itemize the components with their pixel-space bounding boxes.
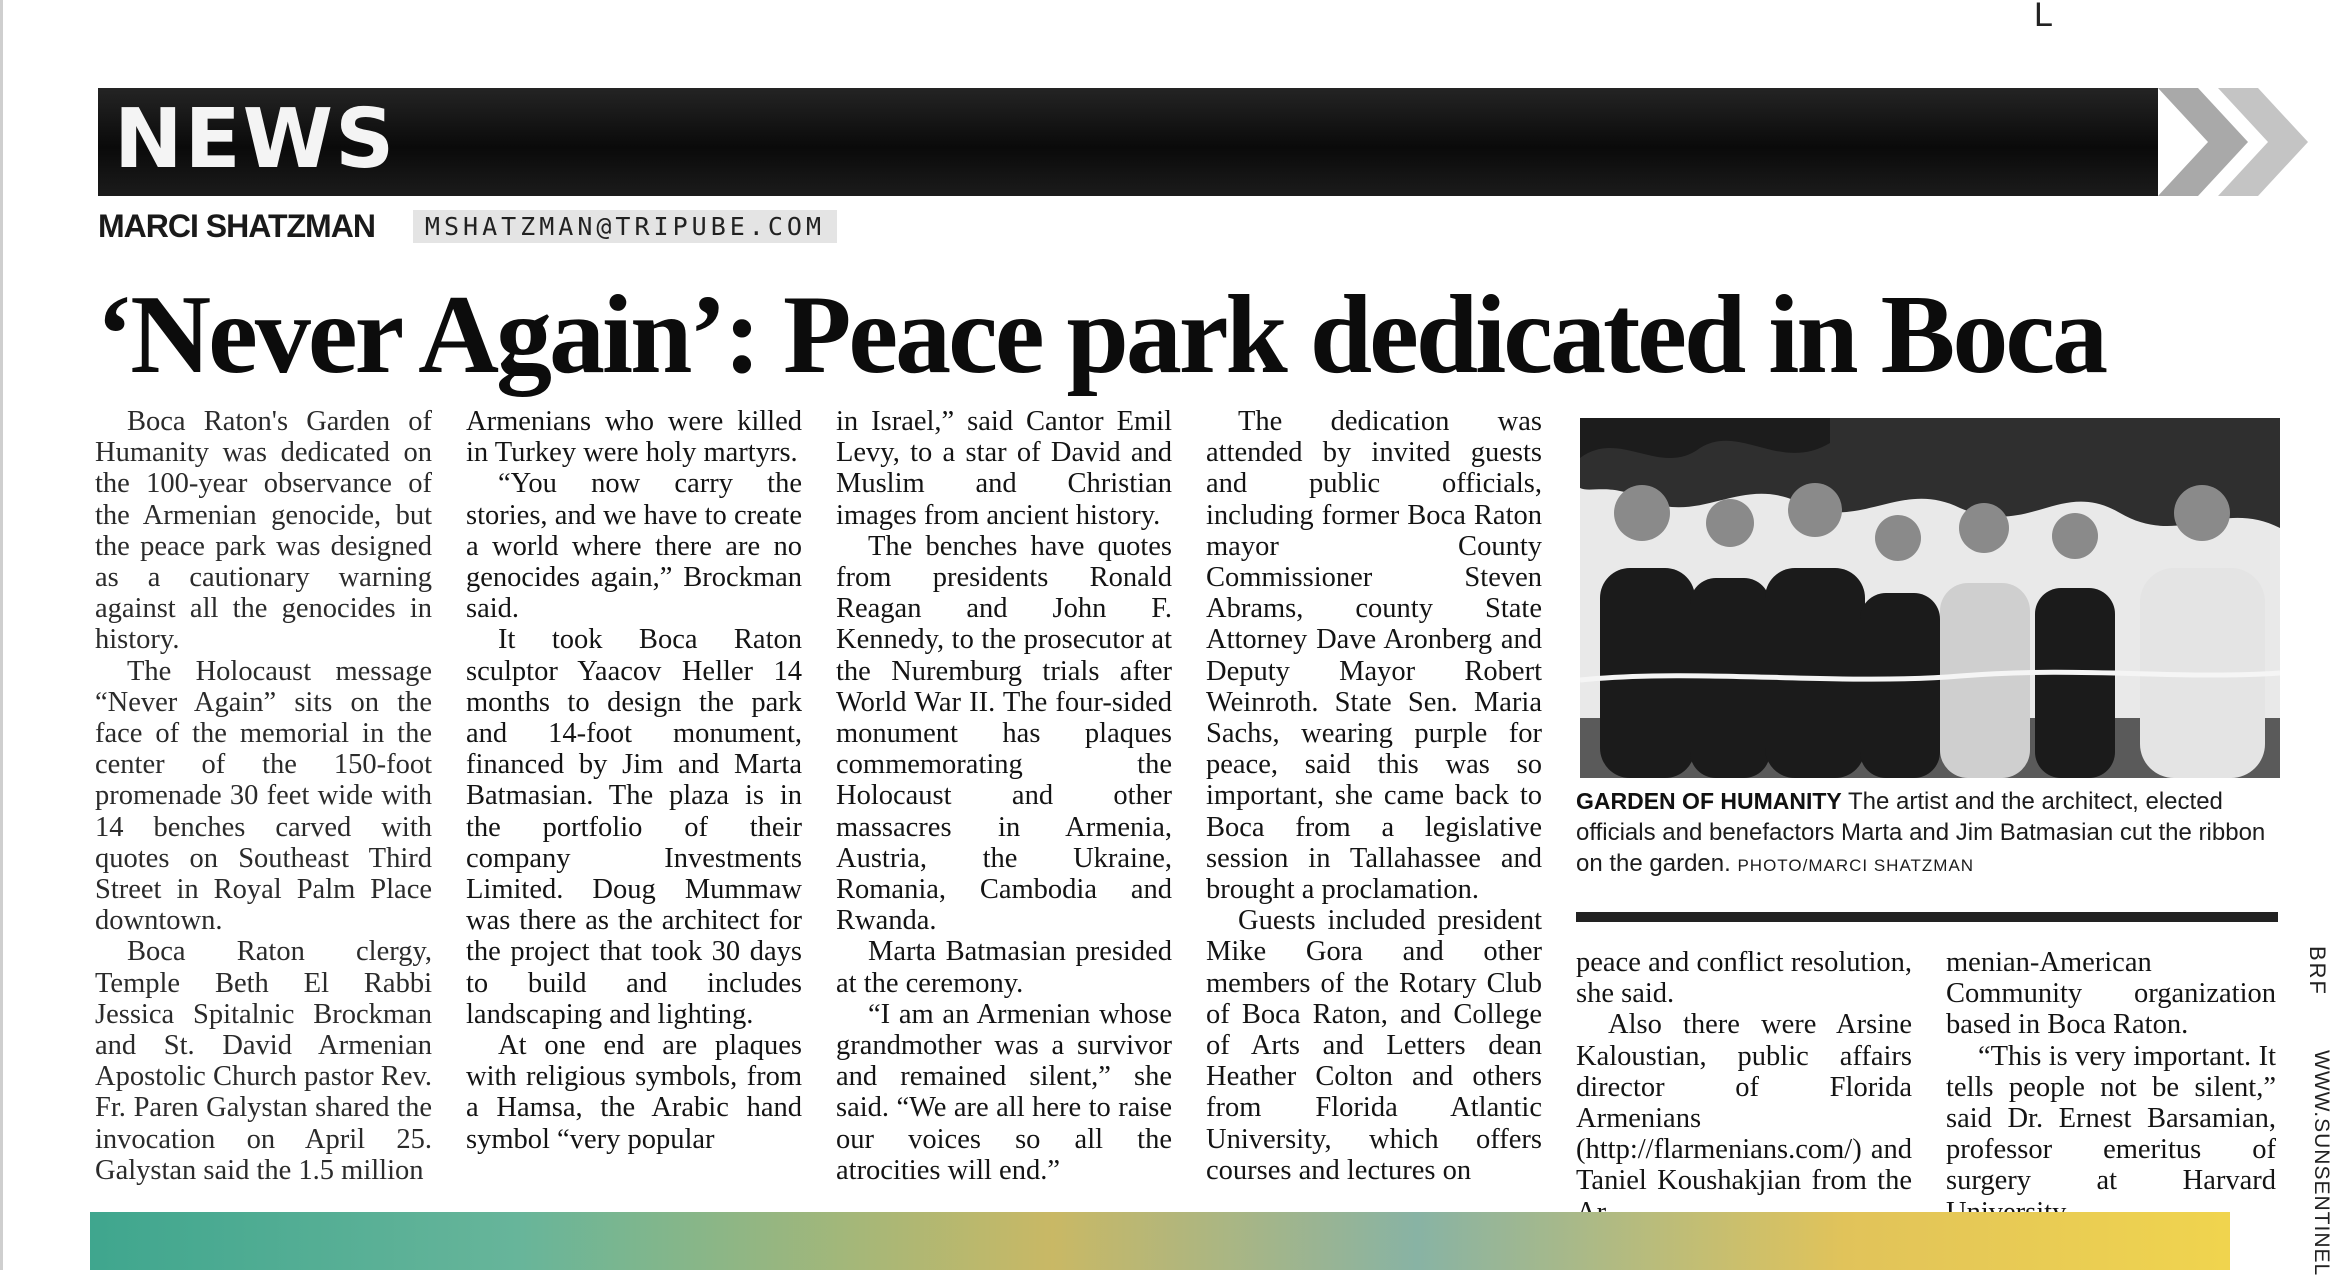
paragraph: menian-American Community organization based in Boca Raton. [1946,947,2276,1041]
paragraph: “I am an Armenian whose grandmother was a survivor and remained silent,” she said. “We are all here to raise our voices so all the atrocities will end.” [836,998,1172,1186]
paragraph: Boca Raton's Garden of Humanity was dedicated on the 100-year observance of the Armenian genocide, but the peace park was designed as a cautionary warning against all the genocides in history. [95,406,432,656]
author-email: MSHATZMAN@TRIPUBE.COM [413,210,837,243]
byline [98,206,837,246]
paragraph: “This is very important. It tells people not be silent,” said Dr. Ernest Barsamian, professor emeritus of surgery at Harvard [1946,1040,2276,1197]
caption-text: The artist and the architect, elected officials and benefactors Marta and Jim Batmasian cut the ribbon on the garden. [1576,788,2266,877]
paragraph: in Israel,” said Cantor Emil Levy, to a star of David and Muslim and Christian images from ancient history. [836,406,1172,531]
chevron-right-icon [2218,88,2308,196]
section-banner [98,88,2158,196]
page-edge [0,0,3,1270]
article-column-2 [466,406,802,1155]
author-name: MARCI SHATZMAN [98,207,375,244]
paragraph: The Holocaust message “Never Again” sits on the face of the memorial in the center of the 150-foot promenade 30 feet wide with 14 benches carved with quotes on Southeast Third Street in Royal Palm Place downtown. [95,655,432,937]
news-photo [1580,418,2280,778]
paragraph: At one end are plaques with religious symbols, from a Hamsa, the Arabic hand symbol “very popular [466,1030,802,1155]
paragraph: peace and conflict resolution, she said. [1576,947,1912,1010]
paragraph: Marta Batmasian presided at the ceremony. [836,936,1172,999]
paragraph: Also there were Arsine Kaloustian, public affairs director of Florida Armenians (http://flarmenians.com/) and Taniel Koushakjian from the [1576,1009,1912,1197]
photo-credit: PHOTO/MARCI SHATZMAN [1737,856,1975,875]
ribbon-cutting-photo [1580,418,2280,778]
article-column-4 [1206,406,1542,1186]
bottom-color-strip [90,1212,2230,1270]
photo-caption [1576,786,2276,881]
headline: ‘Never Again’: Peace park dedicated in Boca [96,273,2106,397]
paragraph: Guests included president Mike Gora and other members of the Rotary Club of Boca Raton, and College of Arts and Letters dean Heather Colton and others from Florida Atlantic University, which offers courses and lectures on [1206,905,1542,1186]
article-column-3 [836,406,1172,1186]
article-column-5 [1576,947,1912,1228]
section-label: NEWS [114,92,397,187]
paragraph: Boca Raton clergy, Temple Beth El Rabbi Jessica Spitalnic Brockman and St. David Armenian Apostolic Church pastor Rev. Fr. Paren Galystan shared the invocation on April 25. Galystan said the 1.5 million [95,936,432,1186]
paragraph: The benches have quotes from presidents Ronald Reagan and John F. Kennedy, to the prosecutor at the Nuremburg trials after World War II. The four-sided monument has plaques commemorating the Holocaust and other massacres in Armenia, Austria, the Ukraine, Romania, Cambodia and Rwanda. [836,530,1172,937]
side-code: BRF [2305,946,2330,996]
paragraph: It took Boca Raton sculptor Yaacov Heller 14 months to design the park and 14-foot monument, financed by Jim and Marta Batmasian. The plaza is in the portfolio of their company Investments Limited. Doug Mummaw was there as the architect for the project that took 30 days to build and includes landscaping and lighting. [466,624,802,1030]
paragraph: The dedication was attended by invited guests and public officials, including former Boca Raton mayor County Commissioner Steven Abrams, county State Attorney Dave Aronberg and Deputy Mayor Robert Weinroth. State Sen. Maria Sachs, wearing purple for peace, said this was so important, she came back to Boca from a legislative session in Tallahassee and brought a proclamation. [1206,406,1542,906]
side-url: WWW.SUNSENTINEL [2310,1050,2333,1276]
article-column-1 [95,406,432,1186]
paragraph: “You now carry the stories, and we have to create a world where there are no genocides again,” Brockman said. [466,468,802,625]
corner-mark: L [2034,0,2053,34]
paragraph: Armenians who were killed in Turkey were holy martyrs. [466,406,802,469]
article-column-6 [1946,947,2276,1228]
caption-rule [1576,912,2278,922]
caption-kicker: GARDEN OF HUMANITY [1576,788,1842,814]
